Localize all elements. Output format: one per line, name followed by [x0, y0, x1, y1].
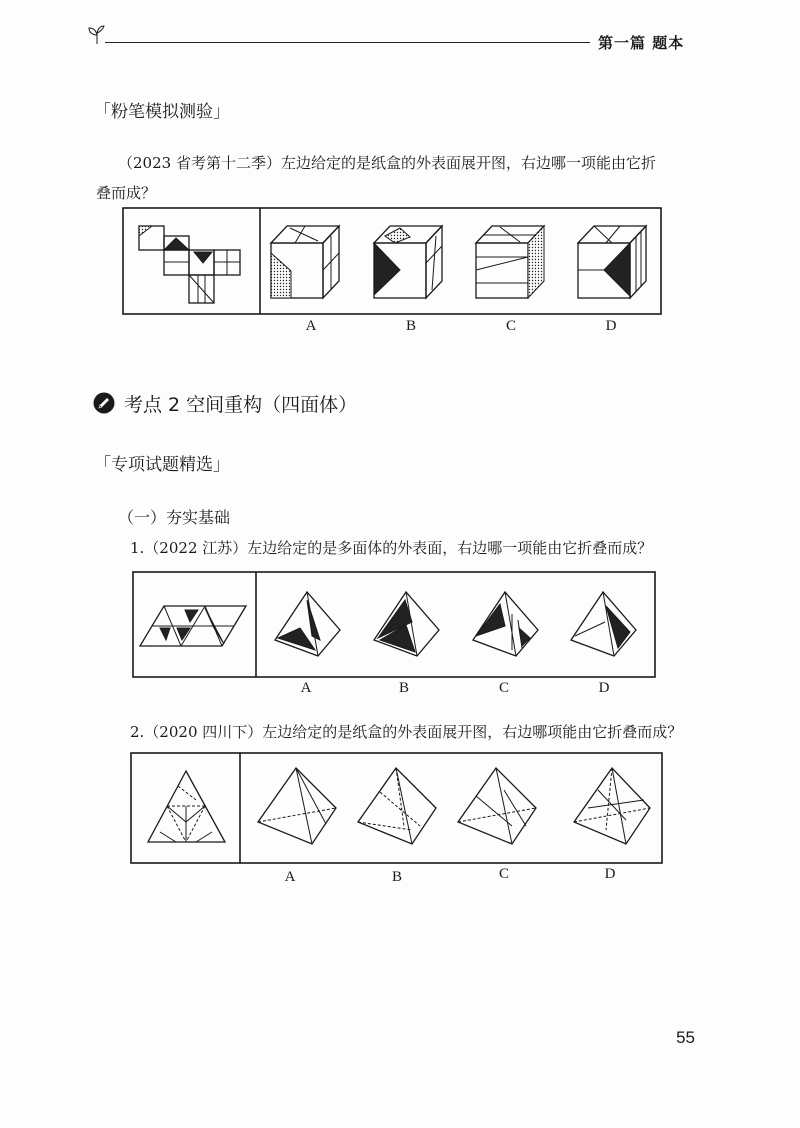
q2-label-b: B — [391, 869, 402, 885]
triangle-net — [148, 771, 225, 842]
corner-bracket-left: 「 — [94, 102, 111, 122]
q2-option-b-tetra — [358, 768, 436, 844]
q2-label-a: A — [284, 869, 296, 885]
corner-bracket-right: 」 — [213, 455, 230, 475]
practice-subheading: （一）夯实基础 — [118, 508, 231, 527]
corner-bracket-right: 」 — [213, 102, 230, 122]
mock-label-c: C — [505, 318, 516, 334]
mock-label-d: D — [605, 318, 617, 334]
mock-label-a: A — [305, 318, 317, 334]
q2-label-c: C — [498, 866, 509, 882]
q2-label-d: D — [604, 866, 616, 882]
page-number: 55 — [676, 1028, 695, 1047]
topic-title: 考点 2 空间重构（四面体） — [124, 394, 358, 416]
mock-question-line2: 叠而成？ — [96, 184, 157, 202]
mock-test-heading: 「粉笔模拟测验」 — [94, 102, 230, 122]
mock-question-line1: （2023 省考第十二季）左边给定的是纸盒的外表面展开图，右边哪一项能由它折 — [118, 154, 656, 172]
mock-label-b: B — [405, 318, 416, 334]
q1-label-c: C — [498, 680, 509, 696]
question-1-text: 1.（2022 江苏）左边给定的是多面体的外表面，右边哪一项能由它折叠而成？ — [130, 539, 653, 557]
q1-label-b: B — [398, 680, 409, 696]
q2-option-d-tetra — [574, 768, 650, 844]
practice-heading: 「专项试题精选」 — [94, 455, 230, 475]
question-2-text: 2.（2020 四川下）左边给定的是纸盒的外表面展开图，右边哪项能由它折叠而成？ — [130, 723, 683, 741]
q2-option-a-tetra — [258, 768, 336, 844]
q2-option-c-tetra — [458, 768, 536, 844]
q1-label-d: D — [598, 680, 610, 696]
corner-bracket-left: 「 — [94, 455, 111, 475]
q1-label-a: A — [300, 680, 312, 696]
running-header: 第一篇 题本 — [598, 34, 685, 52]
